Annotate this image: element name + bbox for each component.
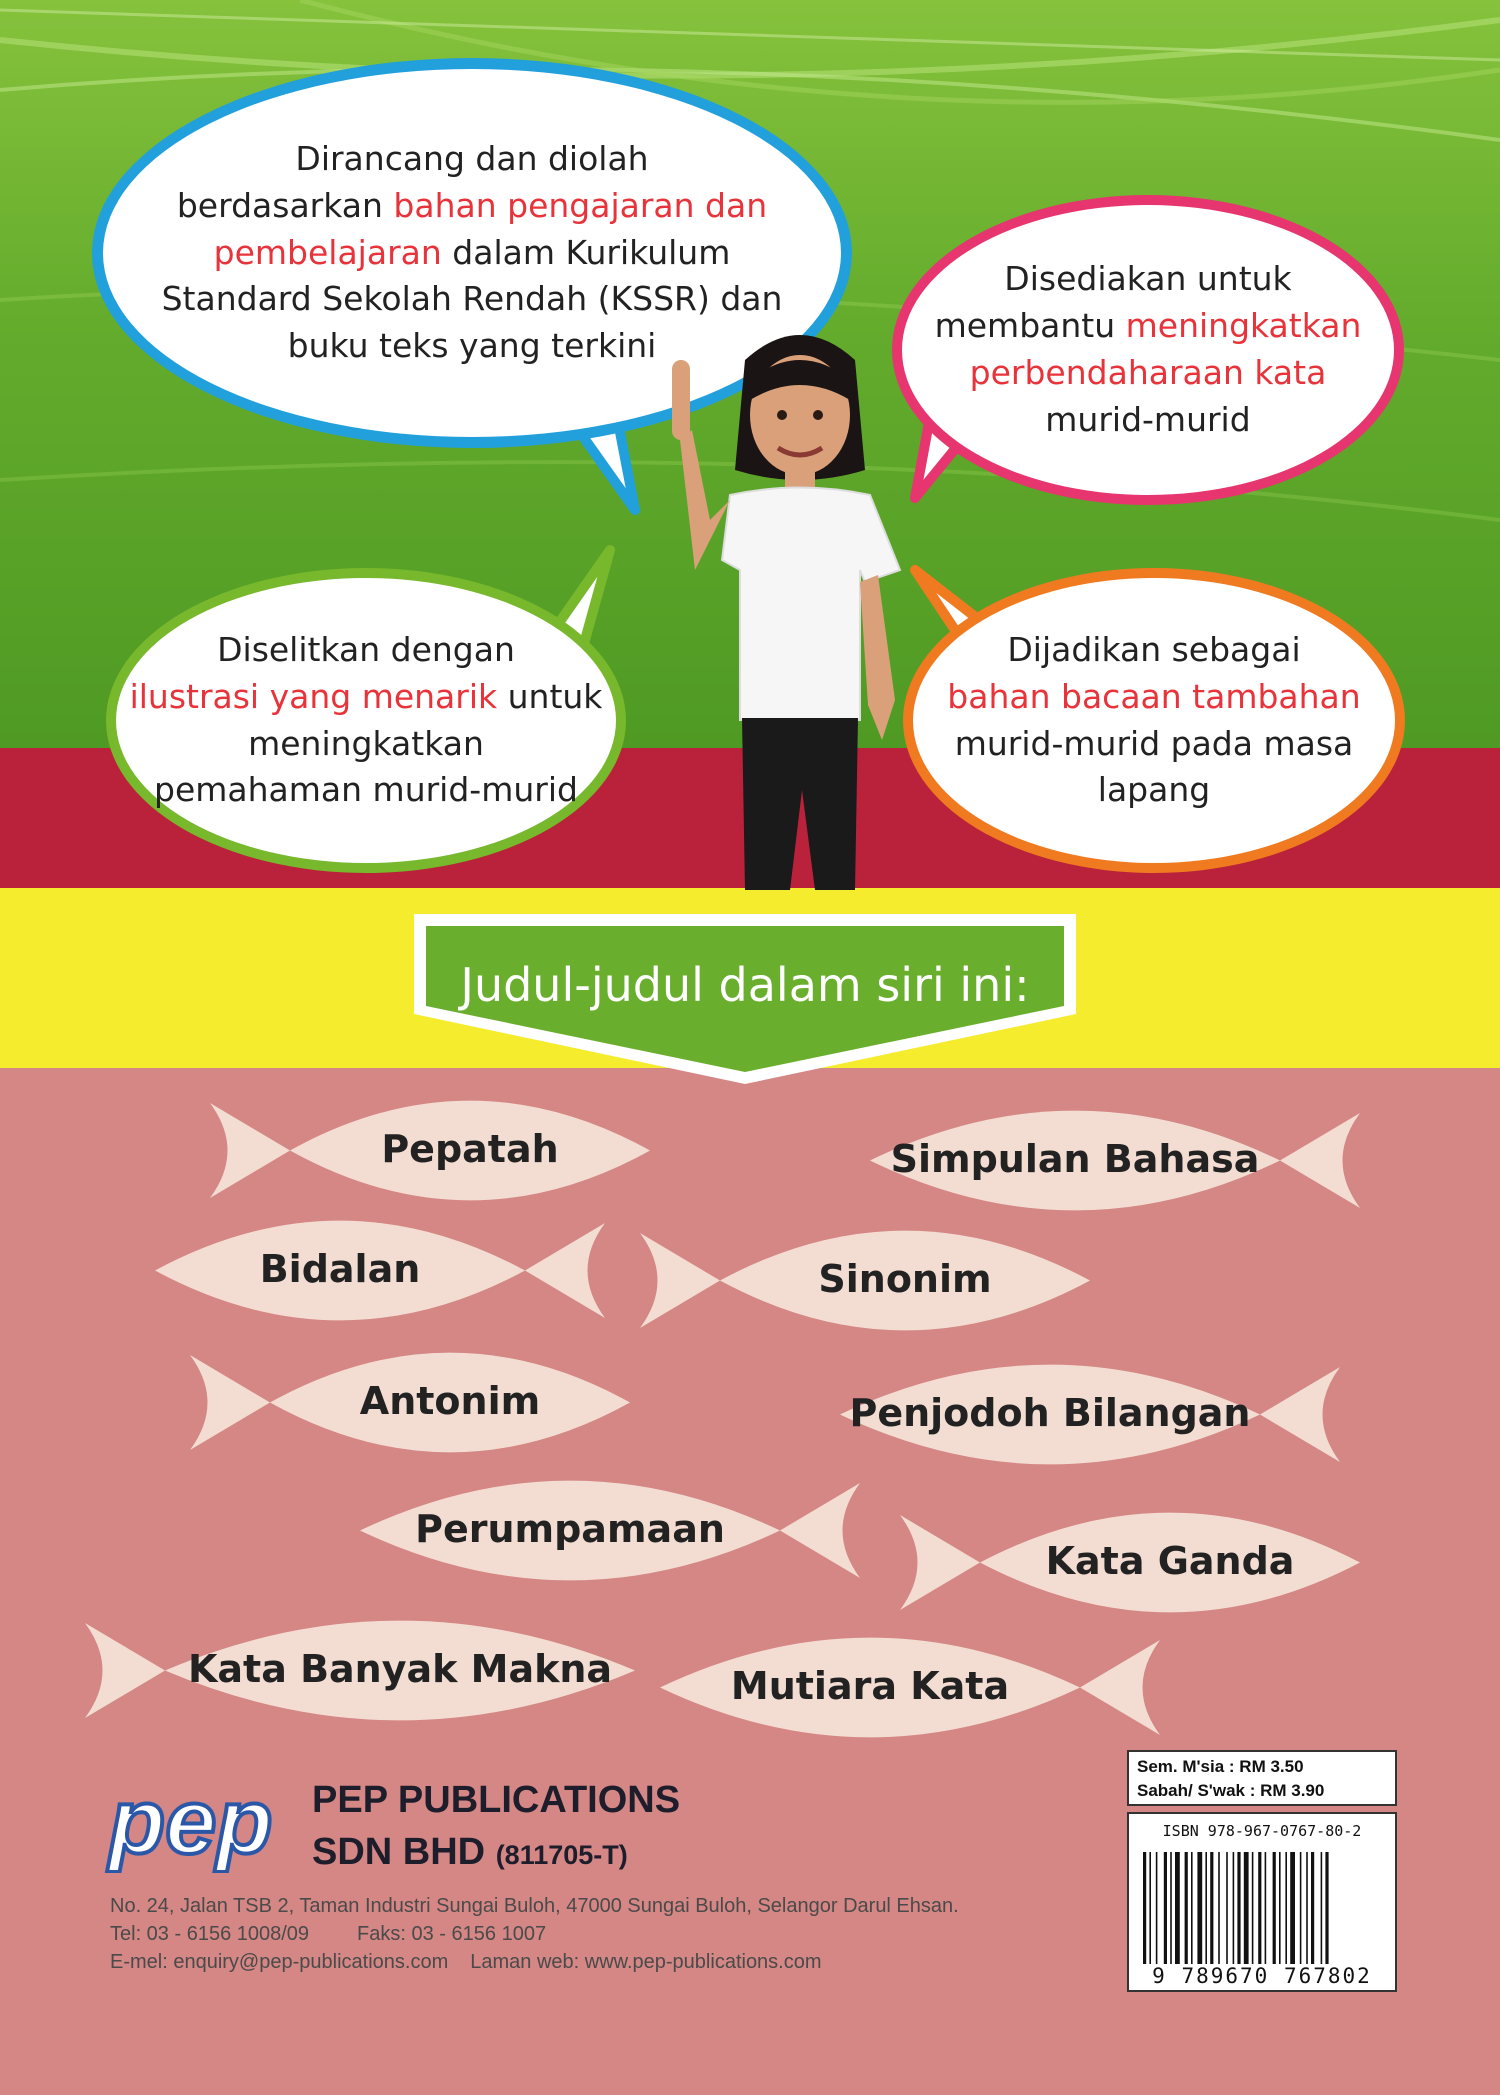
series-title: Sinonim xyxy=(818,1256,992,1301)
bubble-text: Dirancang dan diolah xyxy=(295,138,649,178)
series-title: Kata Ganda xyxy=(1045,1538,1295,1583)
barcode-bar xyxy=(1191,1852,1193,1964)
barcode-bar xyxy=(1185,1852,1188,1964)
barcode-bar xyxy=(1265,1852,1267,1964)
barcode-bar xyxy=(1306,1852,1308,1964)
price-peninsular: Sem. M'sia : RM 3.50 xyxy=(1137,1757,1304,1776)
barcode-bar xyxy=(1164,1852,1167,1964)
barcode-bar xyxy=(1143,1852,1146,1964)
barcode-bar xyxy=(1279,1852,1281,1964)
bubble-text: murid-murid xyxy=(1045,399,1251,439)
series-title: Antonim xyxy=(359,1378,541,1423)
barcode-bar xyxy=(1300,1852,1302,1964)
barcode-bar xyxy=(1290,1852,1295,1964)
barcode-bar xyxy=(1273,1852,1276,1964)
publisher-name-line1: PEP PUBLICATIONS xyxy=(312,1779,681,1821)
bubble-highlight-text: meningkatkan xyxy=(1125,306,1362,346)
barcode-bar xyxy=(1252,1852,1254,1964)
series-title: Simpulan Bahasa xyxy=(890,1136,1260,1181)
publisher-name xyxy=(312,1774,680,1881)
price-sabah-sarawak: Sabah/ S'wak : RM 3.90 xyxy=(1137,1781,1325,1800)
barcode-bar xyxy=(1321,1852,1323,1964)
bubble-text: meningkatkan xyxy=(248,723,484,763)
publisher-reg-number: (811705-T) xyxy=(495,1840,628,1870)
bubble-text: murid-murid pada masa xyxy=(954,723,1354,763)
series-title: Kata Banyak Makna xyxy=(187,1646,613,1691)
barcode-bar xyxy=(1205,1852,1207,1964)
speech-bubble-vocabulary xyxy=(892,195,1404,505)
publisher-address: No. 24, Jalan TSB 2, Taman Industri Sungai Buloh, 47000 Sungai Buloh, Selangor Darul Ehsan. xyxy=(110,1895,959,1917)
barcode-icon xyxy=(1143,1852,1383,1964)
barcode-bar xyxy=(1311,1852,1314,1964)
barcode-bar xyxy=(1244,1852,1249,1964)
barcode-bar xyxy=(1325,1852,1328,1964)
barcode-bar xyxy=(1170,1852,1172,1964)
bubble-text: untuk xyxy=(497,676,603,716)
bubble-text: Standard Sekolah Rendah (KSSR) dan xyxy=(161,279,783,319)
speech-bubble-reading xyxy=(903,568,1405,873)
bubble-highlight-text: pembelajaran xyxy=(213,232,442,272)
barcode-bar xyxy=(1149,1852,1151,1964)
bubble-text: berdasarkan xyxy=(176,185,394,225)
bubble-highlight-text: bahan bacaan tambahan xyxy=(947,676,1361,716)
barcode-bar xyxy=(1175,1852,1180,1964)
barcode-bar xyxy=(1226,1852,1228,1964)
barcode-bar xyxy=(1156,1852,1158,1964)
publisher-tel: Tel: 03 - 6156 1008/09 xyxy=(110,1923,310,1945)
publisher-name-line2: SDN BHD xyxy=(312,1831,486,1873)
publisher-email: E-mel: enquiry@pep-publications.com xyxy=(110,1951,449,1973)
barcode-bar xyxy=(1258,1852,1261,1964)
series-title: Penjodoh Bilangan xyxy=(849,1390,1251,1435)
bubble-highlight-text: ilustrasi yang menarik xyxy=(129,676,498,716)
bubble-text: lapang xyxy=(1097,770,1211,810)
series-title: Mutiara Kata xyxy=(730,1663,1010,1708)
barcode-bar xyxy=(1237,1852,1240,1964)
series-title: Bidalan xyxy=(259,1246,421,1291)
isbn-number: ISBN 978-967-0767-80-2 xyxy=(1162,1822,1362,1840)
series-banner-text: Judul-judul dalam siri ini: xyxy=(460,958,1030,1012)
bubble-text: buku teks yang terkini xyxy=(287,326,657,366)
bubble-text: Dijadikan sebagai xyxy=(1007,629,1301,669)
barcode-bar xyxy=(1197,1852,1202,1964)
barcode-bar xyxy=(1218,1852,1220,1964)
series-title: Pepatah xyxy=(381,1126,559,1171)
pep-logo xyxy=(104,1773,299,1873)
bubble-text: pemahaman murid-murid xyxy=(154,770,578,810)
bubble-text: membantu xyxy=(934,306,1126,346)
publisher-contact xyxy=(110,1892,959,1976)
bubble-text: Diselitkan dengan xyxy=(217,629,515,669)
publisher-website: Laman web: www.pep-publications.com xyxy=(470,1951,822,1973)
speech-bubble-illustrations xyxy=(106,568,626,873)
bubble-highlight-text: bahan pengajaran dan xyxy=(393,185,768,225)
bubble-highlight-text: perbendaharaan kata xyxy=(969,353,1327,392)
barcode-digits: 9 789670 767802 xyxy=(1152,1964,1372,1988)
barcode-box xyxy=(1127,1812,1397,1992)
bubble-text: dalam Kurikulum xyxy=(441,232,731,272)
barcode-bar xyxy=(1285,1852,1287,1964)
svg-text:pep: pep xyxy=(109,1773,273,1873)
girl-illustration xyxy=(650,320,950,890)
series-title: Perumpamaan xyxy=(415,1506,725,1551)
price-box xyxy=(1127,1750,1397,1806)
barcode-bar xyxy=(1210,1852,1213,1964)
publisher-fax: Faks: 03 - 6156 1007 xyxy=(357,1923,547,1945)
barcode-bar xyxy=(1233,1852,1235,1964)
bubble-text: Disediakan untuk xyxy=(1004,259,1292,299)
